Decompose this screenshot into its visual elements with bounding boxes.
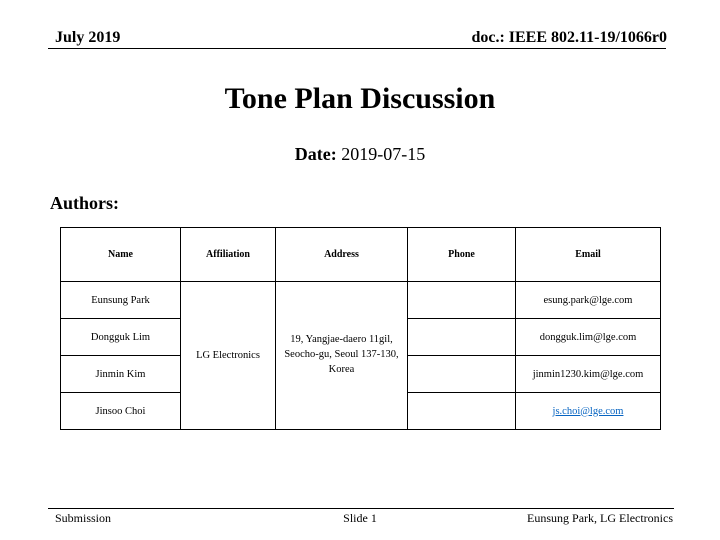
col-header-phone: Phone (408, 228, 516, 282)
footer-slide-number: Slide 1 (343, 511, 377, 525)
footer-submission: Submission (55, 511, 112, 525)
table-row (61, 282, 661, 319)
col-header-name: Name (61, 228, 181, 282)
table-header-row (61, 228, 661, 282)
footer-divider (48, 508, 674, 509)
col-header-email: Email (516, 228, 661, 282)
author-phone (408, 393, 516, 430)
author-email-cell (516, 393, 661, 430)
date-value: 2019-07-15 (336, 144, 426, 164)
author-name: Eunsung Park (61, 282, 181, 319)
author-affiliation: LG Electronics (181, 282, 276, 430)
author-email: jinmin1230.kim@lge.com (516, 356, 661, 393)
footer-author: Eunsung Park, LG Electronics (527, 511, 673, 525)
author-phone (408, 282, 516, 319)
col-header-address: Address (276, 228, 408, 282)
header-divider (48, 48, 666, 49)
slide-title: Tone Plan Discussion (224, 82, 496, 115)
authors-table (60, 227, 661, 430)
author-email-link[interactable]: js.choi@lge.com (552, 405, 624, 417)
author-phone (408, 319, 516, 356)
header-doc-id: doc.: IEEE 802.11-19/1066r0 (471, 29, 667, 46)
date-line (0, 144, 720, 165)
author-name: Dongguk Lim (61, 319, 181, 356)
author-email: esung.park@lge.com (516, 282, 661, 319)
author-phone (408, 356, 516, 393)
author-address: 19, Yangjae-daero 11gil, Seocho-gu, Seoul 137-130, Korea (276, 282, 408, 430)
authors-heading: Authors: (50, 193, 120, 213)
author-email: dongguk.lim@lge.com (516, 319, 661, 356)
author-name: Jinsoo Choi (61, 393, 181, 430)
header-date: July 2019 (55, 29, 121, 46)
author-name: Jinmin Kim (61, 356, 181, 393)
date-label: Date: (294, 144, 337, 164)
col-header-affiliation: Affiliation (181, 228, 276, 282)
